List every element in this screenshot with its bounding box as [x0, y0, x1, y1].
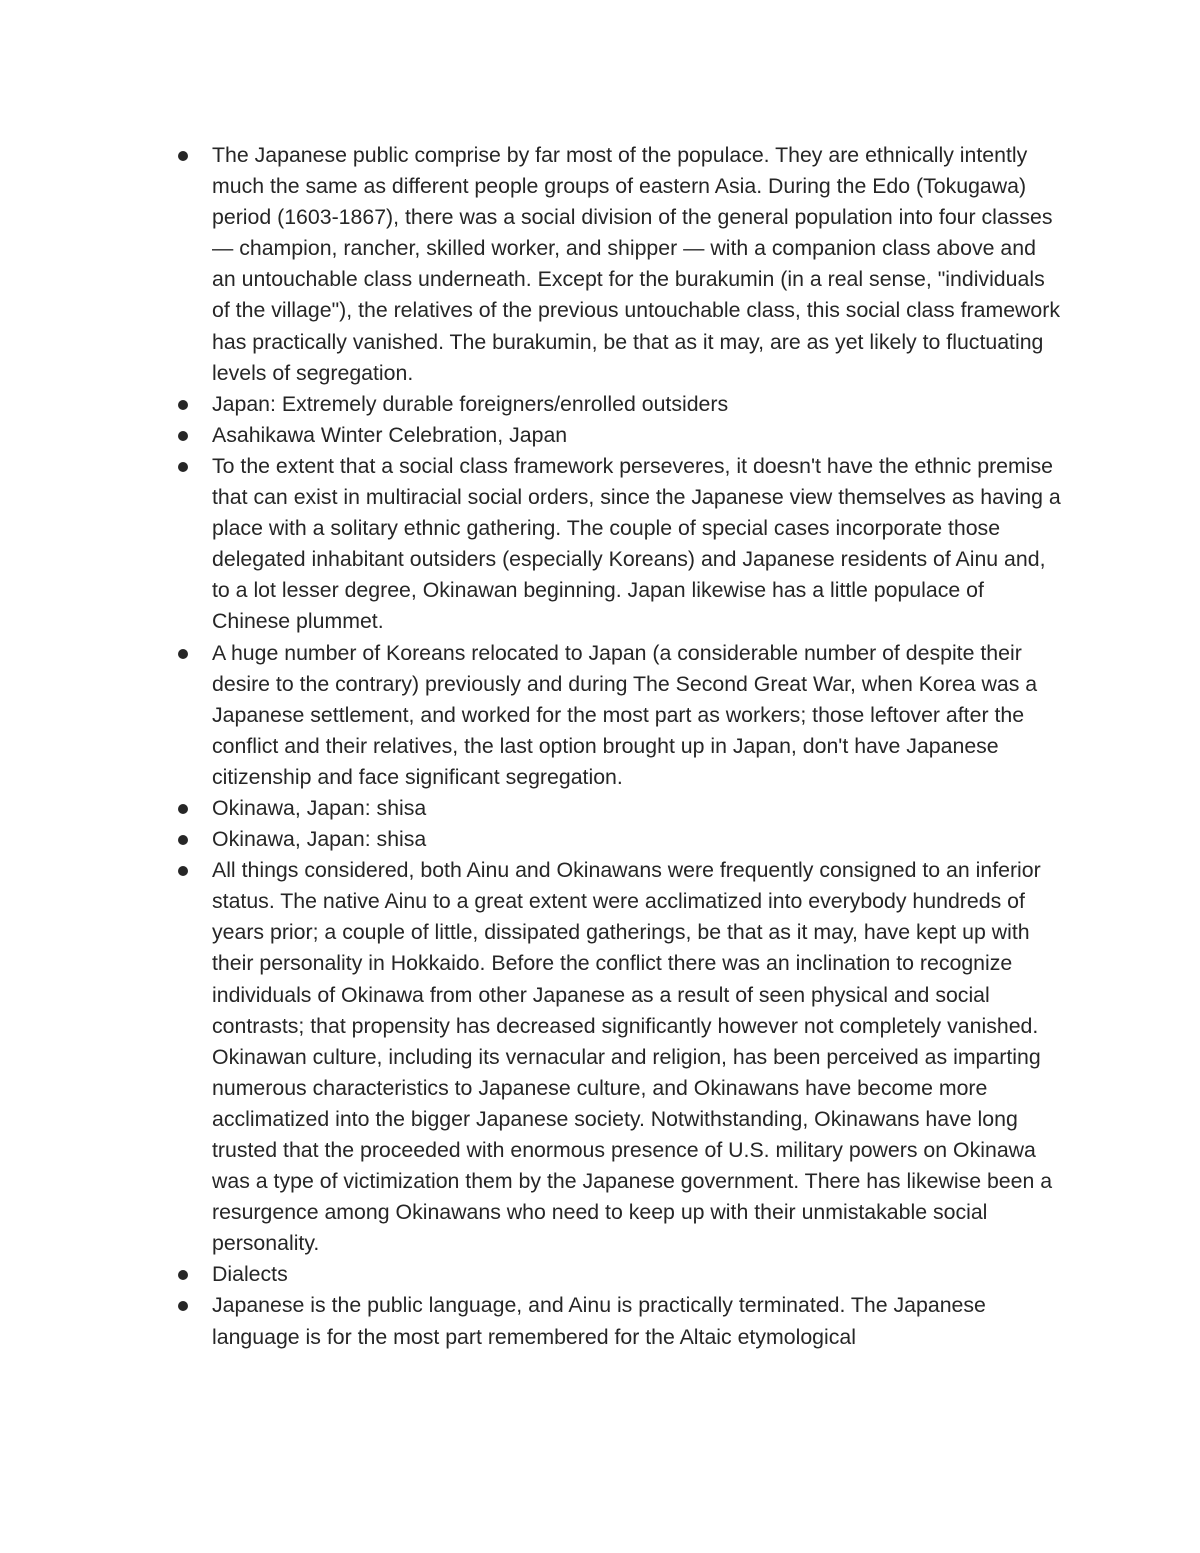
bullet-list — [0, 140, 1200, 1353]
bullet-dot-icon — [178, 400, 188, 410]
list-item — [0, 824, 1200, 855]
bullet-dot-icon — [178, 462, 188, 472]
list-item-text: Japanese is the public language, and Ainu is practically terminated. The Japanese language is for the most part remembered for the Altaic etymological — [212, 1293, 986, 1349]
list-item-text: Okinawa, Japan: shisa — [212, 795, 427, 820]
bullet-dot-icon — [178, 649, 188, 659]
list-item-text: Asahikawa Winter Celebration, Japan — [212, 422, 568, 447]
list-item-text: All things considered, both Ainu and Okinawans were frequently consigned to an inferior status. The native Ainu to a great extent were acclimatized into everybody hundreds of years prior; a couple of little, dissipated gatherings, be that as it may, have kept up with their personality in Hokkaido. Before the conflict there was an inclination to recognize individuals of Okinawa from other Japanese as a result of seen physical and social contrasts; that propensity has decreased significantly however not completely vanished. Okinawan culture, including its vernacular and religion, has been perceived as imparting numerous characteristics to Japanese culture, and Okinawans have become more acclimatized into the bigger Japanese society. Notwithstanding, Okinawans have long trusted that the proceeded with enormous presence of U.S. military powers on Okinawa was a type of victimization them by the Japanese government. There has likewise been a resurgence among Okinawans who need to keep up with their unmistakable social personality. — [212, 858, 1053, 1256]
list-item — [0, 638, 1200, 793]
bullet-dot-icon — [178, 866, 188, 876]
list-item — [0, 420, 1200, 451]
list-item — [0, 451, 1200, 638]
list-item-text: The Japanese public comprise by far most of the populace. They are ethnically intently much the same as different people groups of eastern Asia. During the Edo (Tokugawa) period (1603-1867), there was a social division of the general population into four classes — champion, rancher, skilled worker, and shipper — with a companion class above and an untouchable class underneath. Except for the burakumin (in a real sense, "individuals of the village"), the relatives of the previous untouchable class, this social class framework has practically vanished. The burakumin, be that as it may, are as yet likely to fluctuating levels of segregation. — [212, 143, 1061, 385]
bullet-dot-icon — [178, 1270, 188, 1280]
bullet-dot-icon — [178, 804, 188, 814]
bullet-dot-icon — [178, 1301, 188, 1311]
bullet-dot-icon — [178, 151, 188, 161]
list-item — [0, 389, 1200, 420]
list-item-text: To the extent that a social class framework perseveres, it doesn't have the ethnic premise that can exist in multiracial social orders, since the Japanese view themselves as having a place with a solitary ethnic gathering. The couple of special cases incorporate those delegated inhabitant outsiders (especially Koreans) and Japanese residents of Ainu and, to a lot lesser degree, Okinawan beginning. Japan likewise has a little populace of Chinese plummet. — [212, 453, 1061, 634]
list-item — [0, 793, 1200, 824]
list-item — [0, 1259, 1200, 1290]
bullet-dot-icon — [178, 431, 188, 441]
list-item — [0, 1290, 1200, 1352]
list-item — [0, 855, 1200, 1259]
list-item — [0, 140, 1200, 389]
bullet-dot-icon — [178, 835, 188, 845]
list-item-text: Okinawa, Japan: shisa — [212, 827, 427, 852]
list-item-text: A huge number of Koreans relocated to Japan (a considerable number of despite their desire to the contrary) previously and during The Second Great War, when Korea was a Japanese settlement, and worked for the most part as workers; those leftover after the conflict and their relatives, the last option brought up in Japan, don't have Japanese citizenship and face significant segregation. — [212, 640, 1038, 789]
list-item-text: Dialects — [212, 1262, 288, 1287]
list-item-text: Japan: Extremely durable foreigners/enrolled outsiders — [212, 391, 729, 416]
